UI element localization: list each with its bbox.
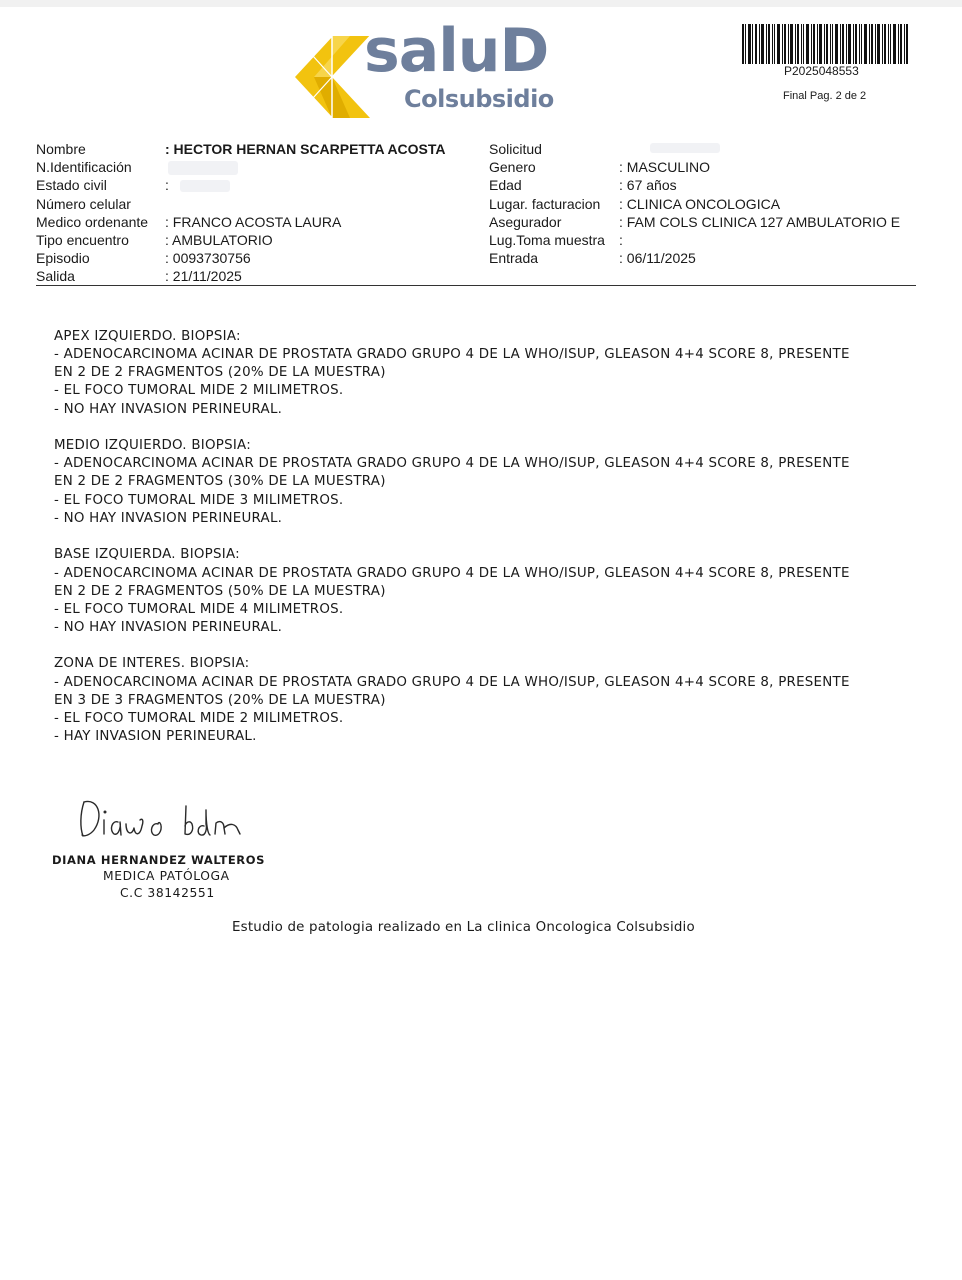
finding-line: - ADENOCARCINOMA ACINAR DE PROSTATA GRADO GRUPO 4 DE LA WHO/ISUP, GLEASON 4+4 SCORE 8, PRESENTE <box>54 347 850 362</box>
info-label: Número celular <box>36 196 131 212</box>
finding-title: BASE IZQUIERDA. BIOPSIA: <box>54 547 240 562</box>
finding-line: EN 3 DE 3 FRAGMENTOS (20% DE LA MUESTRA) <box>54 693 386 708</box>
logo-subtitle: Colsubsidio <box>404 85 554 113</box>
footer-note: Estudio de patologia realizado en La clinica Oncologica Colsubsidio <box>232 920 695 935</box>
info-label: Asegurador <box>489 214 562 230</box>
info-value: : CLINICA ONCOLOGICA <box>619 196 781 212</box>
finding-line: - ADENOCARCINOMA ACINAR DE PROSTATA GRADO GRUPO 4 DE LA WHO/ISUP, GLEASON 4+4 SCORE 8, PRESENTE <box>54 566 850 581</box>
info-label: Medico ordenante <box>36 214 149 230</box>
signer-id: C.C 38142551 <box>120 886 215 900</box>
page-info: Final Pag. 2 de 2 <box>783 90 867 102</box>
finding-line: - ADENOCARCINOMA ACINAR DE PROSTATA GRADO GRUPO 4 DE LA WHO/ISUP, GLEASON 4+4 SCORE 8, PRESENTE <box>54 675 850 690</box>
barcode-icon <box>742 24 908 64</box>
info-value: : AMBULATORIO <box>165 232 273 248</box>
info-label: Lugar. facturacion <box>489 196 601 212</box>
info-label: Tipo encuentro <box>36 232 129 248</box>
info-label: Nombre <box>36 141 86 157</box>
info-value: : MASCULINO <box>619 159 711 175</box>
finding-line: EN 2 DE 2 FRAGMENTOS (50% DE LA MUESTRA) <box>54 584 386 599</box>
finding-line: - EL FOCO TUMORAL MIDE 3 MILIMETROS. <box>54 493 344 508</box>
redacted-estado-civil <box>180 180 230 192</box>
info-label: Lug.Toma muestra <box>489 232 605 248</box>
info-value: : FAM COLS CLINICA 127 AMBULATORIO E <box>619 214 901 230</box>
finding-line: EN 2 DE 2 FRAGMENTOS (30% DE LA MUESTRA) <box>54 474 386 489</box>
signer-name: DIANA HERNANDEZ WALTEROS <box>52 853 265 867</box>
finding-line: - NO HAY INVASION PERINEURAL. <box>54 402 283 417</box>
info-value: : 06/11/2025 <box>619 250 696 266</box>
info-label: Salida <box>36 268 75 284</box>
logo-word: saluD <box>364 16 549 86</box>
info-label: Episodio <box>36 250 90 266</box>
info-label: Genero <box>489 159 536 175</box>
finding-title: ZONA DE INTERES. BIOPSIA: <box>54 656 250 671</box>
info-value: : 21/11/2025 <box>165 268 242 284</box>
info-value: : 67 años <box>619 177 677 193</box>
handwritten-signature <box>74 790 274 850</box>
barcode-number: P2025048553 <box>784 64 859 78</box>
info-label: Solicitud <box>489 141 542 157</box>
finding-line: - EL FOCO TUMORAL MIDE 4 MILIMETROS. <box>54 602 344 617</box>
info-label: Entrada <box>489 250 539 266</box>
top-band <box>0 0 962 7</box>
finding-title: MEDIO IZQUIERDO. BIOPSIA: <box>54 438 251 453</box>
patient-name: : HECTOR HERNAN SCARPETTA ACOSTA <box>165 141 446 157</box>
redacted-solicitud <box>650 143 720 153</box>
redacted-id <box>168 161 238 175</box>
header-divider <box>36 285 916 286</box>
info-label: Edad <box>489 177 522 193</box>
info-value: : 0093730756 <box>165 250 251 266</box>
signer-role: MEDICA PATÓLOGA <box>103 869 230 883</box>
finding-line: - ADENOCARCINOMA ACINAR DE PROSTATA GRADO GRUPO 4 DE LA WHO/ISUP, GLEASON 4+4 SCORE 8, PRESENTE <box>54 456 850 471</box>
salud-colsubsidio-logo <box>292 16 582 120</box>
info-value: : <box>165 177 169 193</box>
finding-line: - NO HAY INVASION PERINEURAL. <box>54 511 283 526</box>
finding-line: - EL FOCO TUMORAL MIDE 2 MILIMETROS. <box>54 383 344 398</box>
finding-line: - HAY INVASION PERINEURAL. <box>54 729 257 744</box>
info-value: : FRANCO ACOSTA LAURA <box>165 214 342 230</box>
info-label: N.Identificación <box>36 159 132 175</box>
finding-line: - EL FOCO TUMORAL MIDE 2 MILIMETROS. <box>54 711 344 726</box>
info-label: Estado civil <box>36 177 107 193</box>
finding-line: - NO HAY INVASION PERINEURAL. <box>54 620 283 635</box>
logo-mark-icon <box>292 34 372 120</box>
finding-line: EN 2 DE 2 FRAGMENTOS (20% DE LA MUESTRA) <box>54 365 386 380</box>
finding-title: APEX IZQUIERDO. BIOPSIA: <box>54 329 241 344</box>
info-value: : <box>619 232 623 248</box>
